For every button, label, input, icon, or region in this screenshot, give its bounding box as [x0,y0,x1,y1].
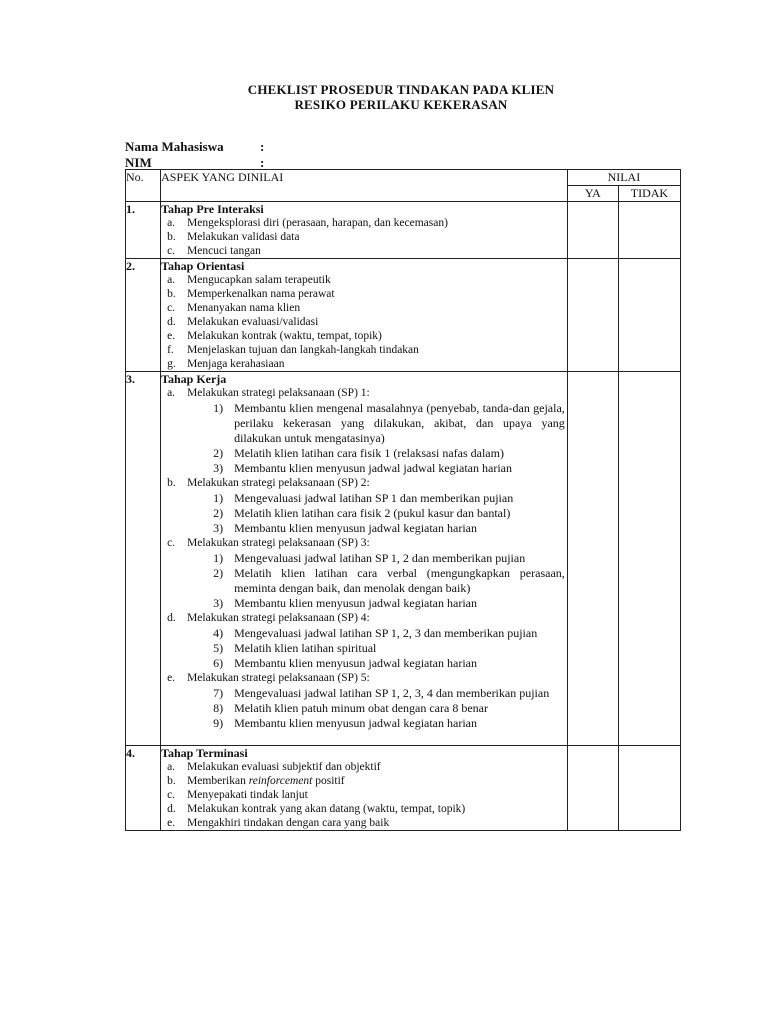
section-title: Tahap Terminasi [161,746,248,760]
item-marker: b. [167,231,176,243]
sub-list-item [187,656,567,671]
sub-list-item [187,491,567,506]
list-item [161,760,567,774]
item-marker: b. [167,775,176,787]
sub-item-marker: 1) [213,401,224,415]
sub-item-marker: 2) [213,446,224,460]
item-text: Melakukan strategi pelaksanaan (SP) 2: [187,477,370,489]
sub-item-text: Membantu klien menyusun jadwal kegiatan harian [234,596,477,610]
sub-item-text: Melatih klien latihan cara fisik 2 (pukul kasur dan bantal) [234,506,511,520]
list-item [161,301,567,315]
checklist-body [126,202,681,831]
sub-item-text: Melatih klien latihan cara verbal (mengungkapkan perasaan, meminta dengan baik, dan menolak dengan baik) [234,566,565,595]
list-item [161,788,567,802]
item-text: Melakukan strategi pelaksanaan (SP) 5: [187,672,370,684]
sub-item-text: Melatih klien latihan spiritual [234,641,377,655]
nim-colon: : [260,155,265,170]
sub-item-list [187,686,567,731]
section-number: 4. [126,746,161,831]
sub-item-marker: 3) [213,461,224,475]
tidak-cell [618,259,680,372]
nama-mahasiswa-label: Nama Mahasiswa [125,139,224,154]
item-text: Melakukan strategi pelaksanaan (SP) 4: [187,612,370,624]
sub-list-item [187,506,567,521]
item-text: Mengakhiri tindakan dengan cara yang baik [187,817,390,829]
sub-list-item [187,521,567,536]
item-text: Mengeksplorasi diri (perasaan, harapan, dan kecemasan) [187,217,448,229]
item-text: Menjaga kerahasiaan [187,358,285,370]
sub-item-text: Membantu klien mengenal masalahnya (penyebab, tanda-dan gejala, perilaku kekerasan yang dilakukan, akibat, dan upaya yang dilakukan untuk mengatasinya) [234,401,565,445]
sub-item-marker: 8) [213,701,224,715]
sub-item-text: Membantu klien menyusun jadwal jadwal kegiatan harian [234,461,512,475]
sub-item-text: Mengevaluasi jadwal latihan SP 1, 2 dan memberikan pujian [234,551,526,565]
item-text: Melakukan evaluasi subjektif dan objektif [187,761,381,773]
item-marker: e. [167,330,176,342]
sub-item-marker: 4) [213,626,224,640]
item-text-italic: reinforcement [248,775,313,787]
list-item [161,816,567,830]
section-number: 2. [126,259,161,372]
sub-list-item [187,566,567,596]
item-text: Melakukan strategi pelaksanaan (SP) 1: [187,387,370,399]
sub-list-item [187,401,567,446]
item-marker: e. [167,672,176,684]
table-row [126,746,681,831]
item-marker: c. [167,537,176,549]
item-marker: d. [167,803,176,815]
item-text: Melakukan strategi pelaksanaan (SP) 3: [187,537,370,549]
sub-item-marker: 6) [213,656,224,670]
sub-list-item [187,686,567,701]
sub-item-marker: 1) [213,551,224,565]
list-item [161,476,567,536]
item-marker: c. [167,302,176,314]
list-item [161,287,567,301]
sub-item-list [187,401,567,476]
section-title: Tahap Pre Interaksi [161,202,264,216]
item-marker: e. [167,817,176,829]
document-title-line2: RESIKO PERILAKU KEKERASAN [294,97,508,112]
item-marker: g. [167,358,176,370]
sub-item-text: Mengevaluasi jadwal latihan SP 1, 2, 3 dan memberikan pujian [234,626,538,640]
item-text: Melakukan kontrak (waktu, tempat, topik) [187,330,382,342]
sub-list-item [187,716,567,731]
list-item [161,774,567,788]
sub-item-list [187,491,567,536]
sub-item-marker: 3) [213,596,224,610]
sub-item-marker: 5) [213,641,224,655]
sub-list-item [187,461,567,476]
item-marker: a. [167,274,176,286]
list-item [161,386,567,476]
sub-item-text: Membantu klien menyusun jadwal kegiatan harian [234,656,477,670]
sub-list-item [187,551,567,566]
list-item [161,216,567,230]
section-number: 3. [126,372,161,746]
item-marker: a. [167,761,176,773]
item-list [161,386,567,731]
item-text: Mencuci tangan [187,245,261,257]
sub-item-marker: 2) [213,506,224,520]
item-marker: b. [167,477,176,489]
section-title: Tahap Orientasi [161,259,245,273]
sub-item-list [187,626,567,671]
section-number: 1. [126,202,161,259]
sub-item-text: Membantu klien menyusun jadwal kegiatan harian [234,716,477,730]
item-text: Menanyakan nama klien [187,302,301,314]
ya-cell [567,259,618,372]
nama-mahasiswa-field [125,139,265,155]
item-text: Melakukan validasi data [187,231,300,243]
item-text: Melakukan evaluasi/validasi [187,316,319,328]
header-no: No. [126,170,161,202]
header-tidak: TIDAK [618,186,680,202]
sub-item-text: Membantu klien menyusun jadwal kegiatan harian [234,521,477,535]
item-marker: b. [167,288,176,300]
header-ya: YA [567,186,618,202]
sub-item-marker: 3) [213,521,224,535]
table-row [126,202,681,259]
sub-item-marker: 7) [213,686,224,700]
sub-list-item [187,596,567,611]
ya-cell [567,372,618,746]
item-marker: c. [167,789,176,801]
tidak-cell [618,202,680,259]
item-marker: d. [167,612,176,624]
section-title: Tahap Kerja [161,372,227,386]
tidak-cell [618,746,680,831]
sub-list-item [187,626,567,641]
list-item [161,611,567,671]
sub-item-text: Mengevaluasi jadwal latihan SP 1, 2, 3, 4 dan memberikan pujian [234,686,550,700]
list-item [161,244,567,258]
item-text-tail: positif [312,775,345,787]
section-content [161,259,568,372]
table-row [126,259,681,372]
sub-item-marker: 2) [213,566,224,580]
blank-spacer [161,731,567,745]
item-text: Menjelaskan tujuan dan langkah-langkah tindakan [187,344,419,356]
item-text: Menyepakati tindak lanjut [187,789,308,801]
list-item [161,315,567,329]
sub-list-item [187,641,567,656]
document-title-line1: CHEKLIST PROSEDUR TINDAKAN PADA KLIEN [247,82,555,97]
item-marker: c. [167,245,176,257]
list-item [161,273,567,287]
item-marker: f. [167,344,174,356]
item-marker: d. [167,316,176,328]
header-nilai: NILAI [567,170,680,186]
list-item [161,802,567,816]
item-marker: a. [167,217,176,229]
item-marker: a. [167,387,176,399]
item-text: Melakukan kontrak yang akan datang (waktu, tempat, topik) [187,803,466,815]
list-item [161,230,567,244]
table-row [126,372,681,746]
sub-list-item [187,701,567,716]
sub-item-marker: 9) [213,716,224,730]
item-text: Memperkenalkan nama perawat [187,288,335,300]
item-text: Mengucapkan salam terapeutik [187,274,331,286]
sub-item-text: Melatih klien latihan cara fisik 1 (relaksasi nafas dalam) [234,446,504,460]
sub-list-item [187,446,567,461]
ya-cell [567,746,618,831]
item-list [161,216,567,258]
item-list [161,273,567,371]
nim-label: NIM [125,155,152,170]
sub-item-text: Mengevaluasi jadwal latihan SP 1 dan memberikan pujian [234,491,514,505]
item-text: Memberikan [187,775,249,787]
nama-mahasiswa-colon: : [260,139,265,154]
list-item [161,536,567,611]
checklist-table [125,169,681,831]
section-content [161,202,568,259]
list-item [161,343,567,357]
list-item [161,671,567,731]
sub-item-marker: 1) [213,491,224,505]
tidak-cell [618,372,680,746]
sub-item-text: Melatih klien patuh minum obat dengan cara 8 benar [234,701,488,715]
item-list [161,760,567,830]
section-content [161,746,568,831]
sub-item-list [187,551,567,611]
header-aspek: ASPEK YANG DINILAI [161,170,568,202]
section-content [161,372,568,746]
list-item [161,329,567,343]
ya-cell [567,202,618,259]
list-item [161,357,567,371]
